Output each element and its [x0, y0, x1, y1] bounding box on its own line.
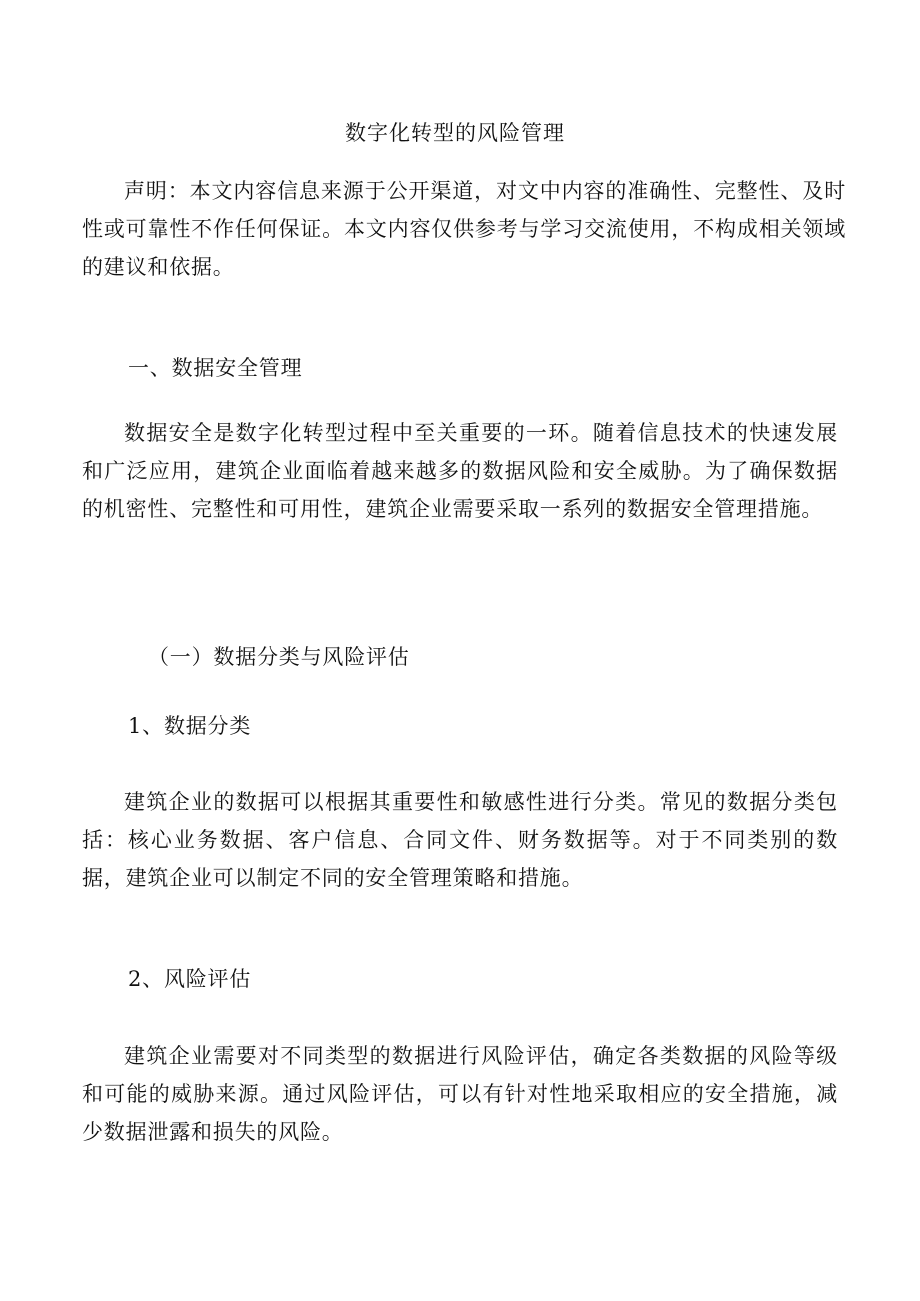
- subsection-heading: （一）数据分类与风险评估: [148, 645, 410, 669]
- disclaimer-paragraph: 声明：本文内容信息来源于公开渠道，对文中内容的准确性、完整性、及时性或可靠性不作任何保证。本文内容仅供参考与学习交流使用，不构成相关领域的建议和依据。: [82, 179, 846, 279]
- risk-assessment-paragraph: 建筑企业需要对不同类型的数据进行风险评估，确定各类数据的风险等级和可能的威胁来源。通过风险评估，可以有针对性地采取相应的安全措施，减少数据泄露和损失的风险。: [82, 1044, 838, 1144]
- data-classification-paragraph: 建筑企业的数据可以根据其重要性和敏感性进行分类。常见的数据分类包括：核心业务数据、客户信息、合同文件、财务数据等。对于不同类别的数据，建筑企业可以制定不同的安全管理策略和措施。: [82, 790, 838, 890]
- item-heading-risk-assessment: 2、风险评估: [128, 967, 252, 991]
- item-heading-data-classification: 1、数据分类: [128, 714, 252, 738]
- section-heading: 一、数据安全管理: [128, 356, 303, 380]
- section-intro-paragraph: 数据安全是数字化转型过程中至关重要的一环。随着信息技术的快速发展和广泛应用，建筑企业面临着越来越多的数据风险和安全威胁。为了确保数据的机密性、完整性和可用性，建筑企业需要采取一系列的数据安全管理措施。: [82, 421, 838, 521]
- document-title: 数字化转型的风险管理: [345, 121, 565, 145]
